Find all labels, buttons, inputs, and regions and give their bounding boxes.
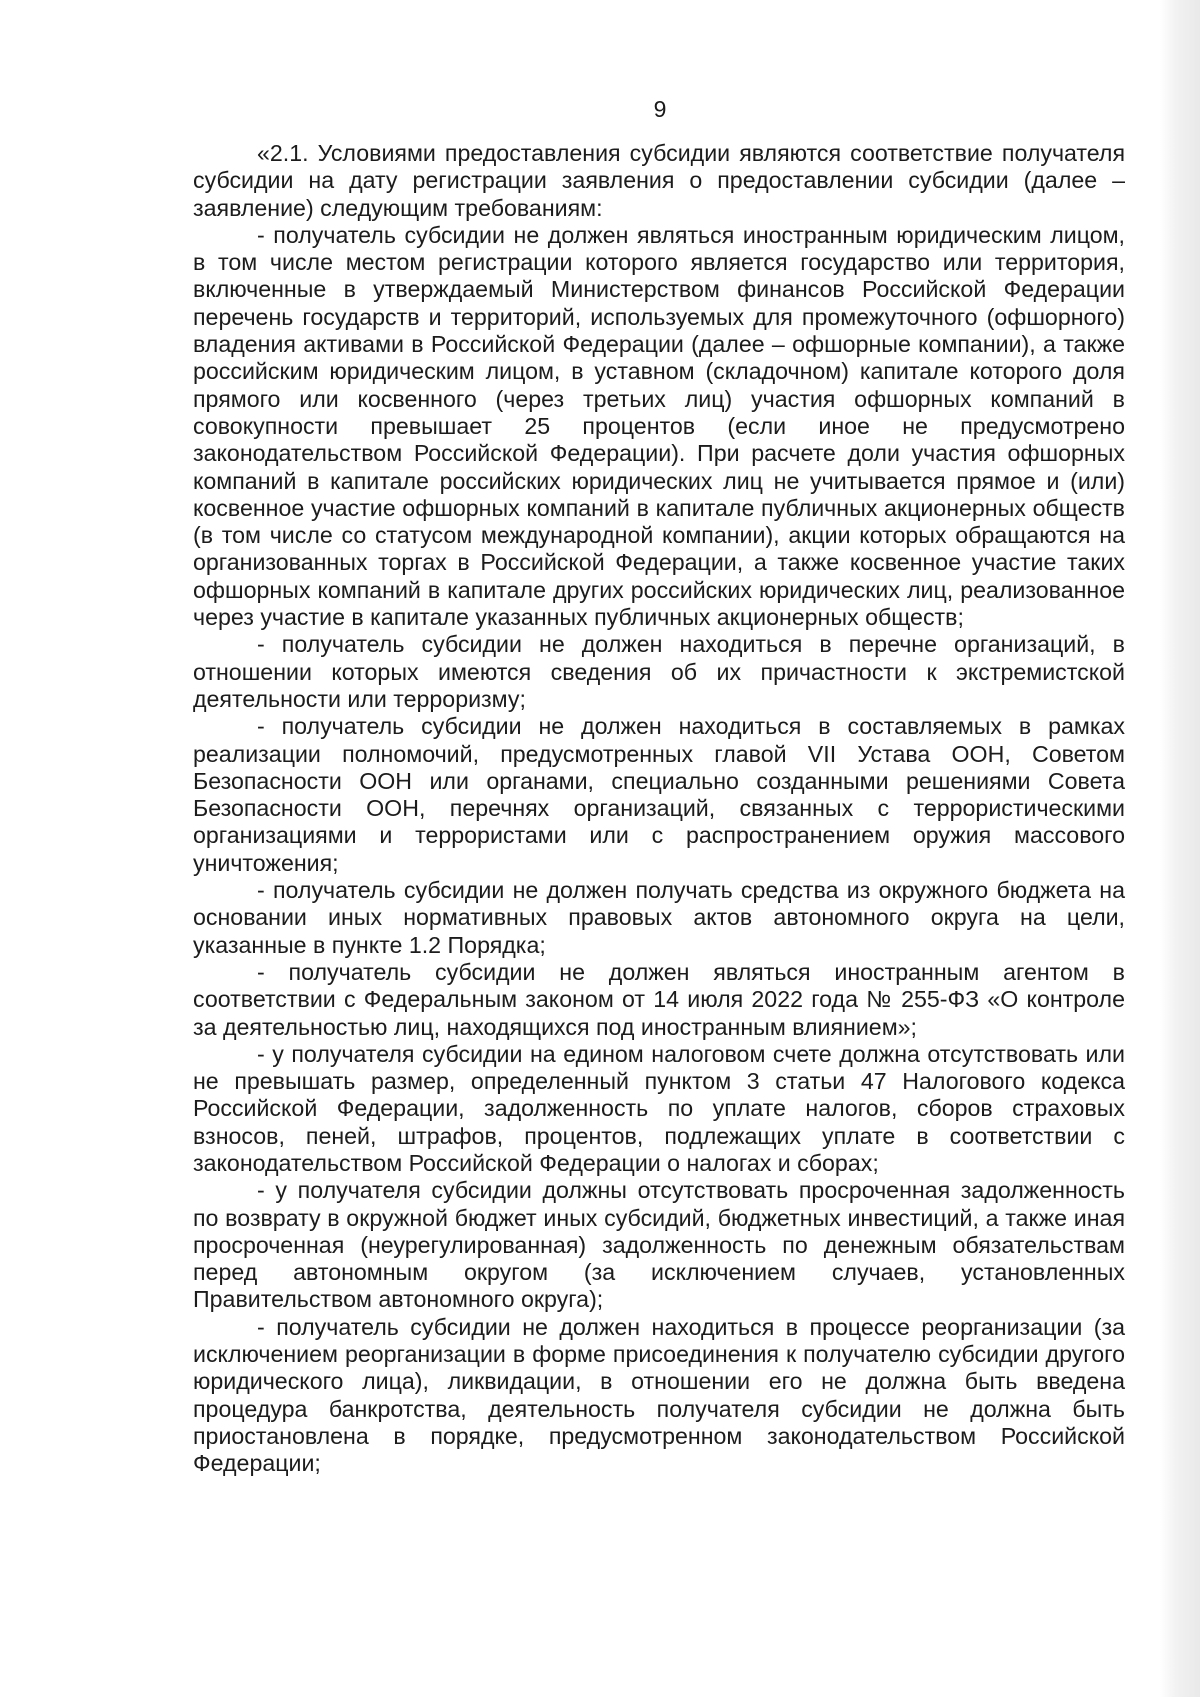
- paragraph-extremism-list: - получатель субсидии не должен находиться в перечне организаций, в отношении которых имеются сведения об их причастности к экстремистской деятельности или терроризму;: [193, 631, 1125, 712]
- paragraph-tax-debt: - у получателя субсидии на едином налоговом счете должна отсутствовать или не превышать размер, определенный пунктом 3 статьи 47 Налогового кодекса Российской Федерации, задолженность по уплате налогов, сборов страховых взносов, пеней, штрафов, процентов, подлежащих уплате в соответствии с законодательством Российской Федерации о налогах и сборах;: [193, 1040, 1125, 1176]
- paragraph-reorganization-liquidation: - получатель субсидии не должен находиться в процессе реорганизации (за исключением реорганизации в форме присоединения к получателю субсидии другого юридического лица), ликвидации, в отношении его не должна быть введена процедура банкротства, деятельность получателя субсидии не должна быть приостановлена в порядке, предусмотренном законодательством Российской Федерации;: [193, 1313, 1125, 1477]
- page-number: 9: [653, 96, 667, 122]
- paragraph-2-1-intro: «2.1. Условиями предоставления субсидии являются соответствие получателя субсидии на дату регистрации заявления о предоставлении субсидии (далее – заявление) следующим требованиям:: [193, 140, 1125, 221]
- page-edge-shadow: [1160, 0, 1200, 1697]
- paragraph-overdue-debt: - у получателя субсидии должны отсутствовать просроченная задолженность по возврату в окружной бюджет иных субсидий, бюджетных инвестиций, а также иная просроченная (неурегулированная) задолженность по денежным обязательствам перед автономным округом (за исключением случаев, установленных Правительством автономного округа);: [193, 1177, 1125, 1313]
- paragraph-un-security-council-list: - получатель субсидии не должен находиться в составляемых в рамках реализации полномочий, предусмотренных главой VII Устава ООН, Советом Безопасности ООН или органами, специально созданными решениями Совета Безопасности ООН, перечнях организаций, связанных с террористическими организациями и террористами или с распространением оружия массового уничтожения;: [193, 713, 1125, 876]
- paragraph-other-budget-funds: - получатель субсидии не должен получать средства из окружного бюджета на основании иных нормативных правовых актов автономного округа на цели, указанные в пункте 1.2 Порядка;: [193, 877, 1125, 958]
- paragraph-foreign-agent: - получатель субсидии не должен являться иностранным агентом в соответствии с Федеральным законом от 14 июля 2022 года № 255-ФЗ «О контроле за деятельностью лиц, находящихся под иностранным влиянием»;: [193, 958, 1125, 1040]
- paragraph-offshore-requirement: - получатель субсидии не должен являться иностранным юридическим лицом, в том числе местом регистрации которого является государство или территория, включенные в утверждаемый Министерством финансов Российской Федерации перечень государств и территорий, используемых для промежуточного (офшорного) владения активами в Российской Федерации (далее – офшорные компании), а также российским юридическим лицом, в уставном (складочном) капитале которого доля прямого или косвенного (через третьих лиц) участия офшорных компаний в совокупности превышает 25 процентов (если иное не предусмотрено законодательством Российской Федерации). При расчете доли участия офшорных компаний в капитале российских юридических лиц не учитывается прямое и (или) косвенное участие офшорных компаний в капитале публичных акционерных обществ (в том числе со статусом международной компании), акции которых обращаются на организованных торгах в Российской Федерации, а также косвенное участие таких офшорных компаний в капитале других российских юридических лиц, реализованное через участие в капитале указанных публичных акционерных обществ;: [193, 221, 1125, 631]
- document-body: [193, 140, 1125, 1478]
